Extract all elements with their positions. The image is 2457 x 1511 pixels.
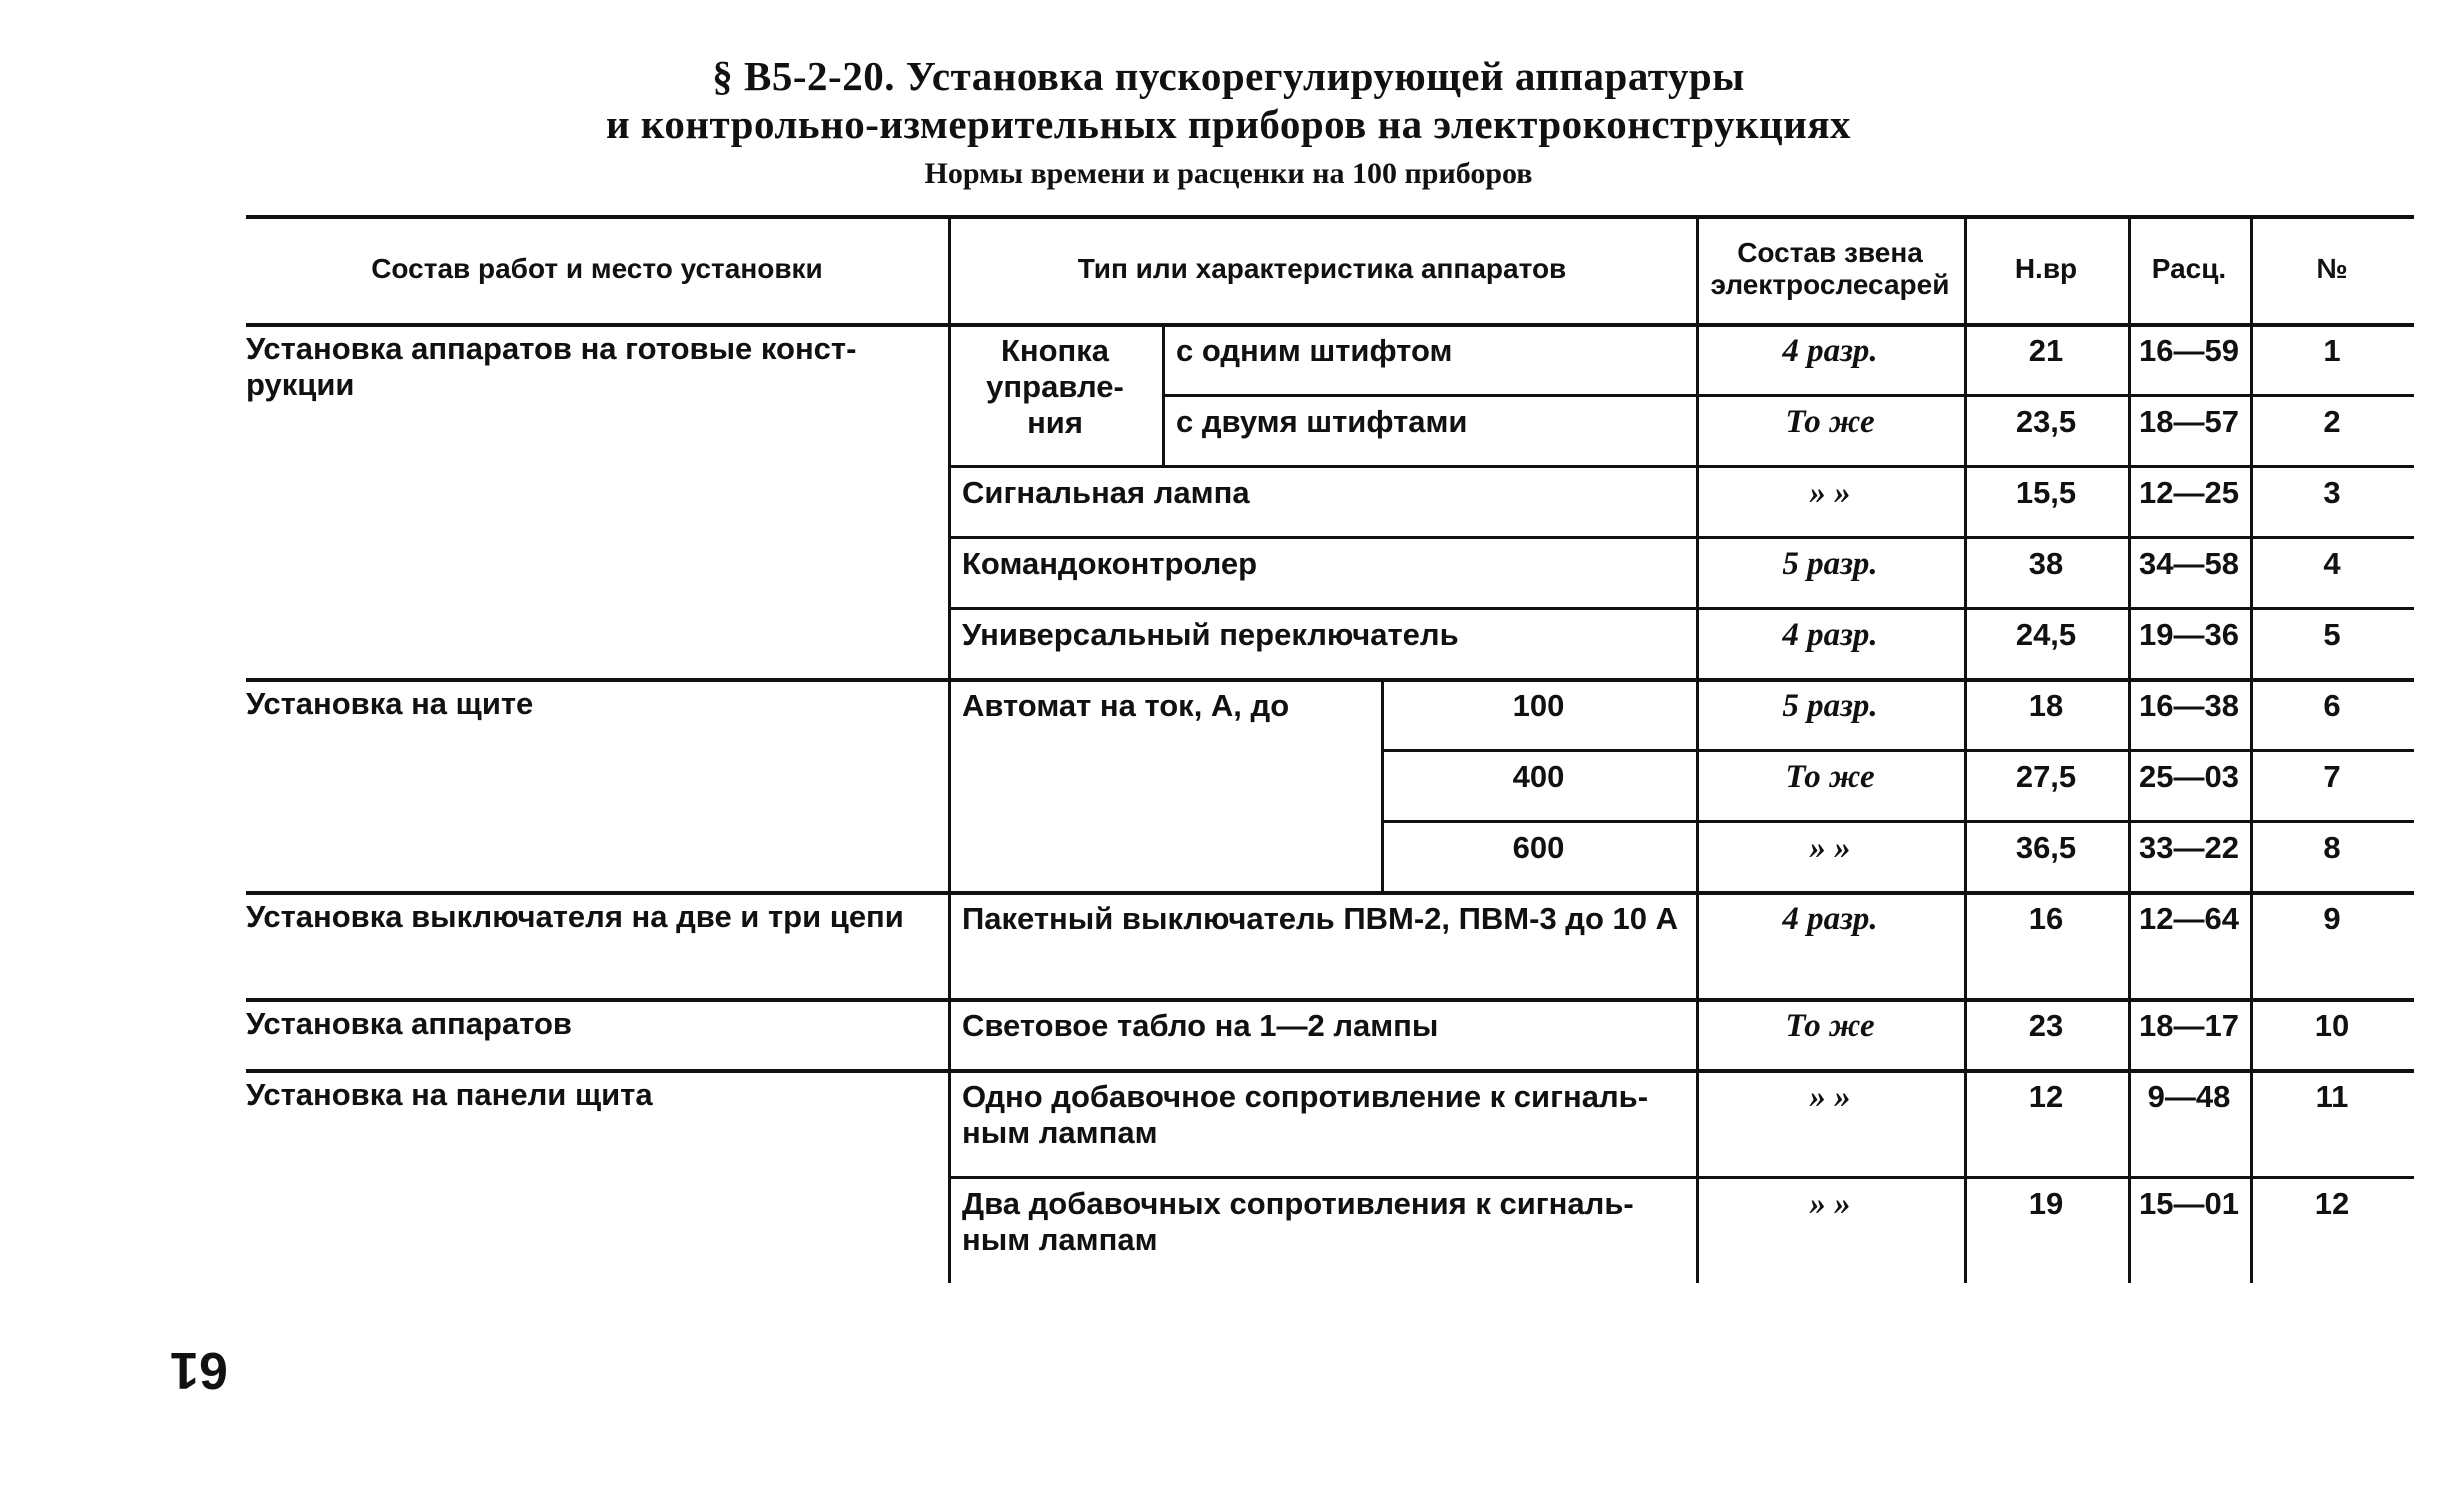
row-rule <box>1162 394 2414 397</box>
time-norm-cell: 19 <box>2028 1186 2064 1221</box>
row-number-cell: 10 <box>2314 1008 2350 1043</box>
rate-cell: 12—64 <box>2139 901 2239 936</box>
row-number-cell: 2 <box>2323 404 2341 439</box>
sub-group-button-label: Кнопка управле-ния <box>986 333 1124 440</box>
crew-cell: 5 разр. <box>1782 546 1878 582</box>
row-rule <box>948 465 2414 468</box>
row-rule <box>246 678 2414 682</box>
apparatus-type-cell: 600 <box>1512 830 1565 865</box>
apparatus-type-cell: Одно добавочное сопротивление к сигналь-ным лампам <box>962 1079 1649 1150</box>
crew-cell: » » <box>1809 475 1851 511</box>
column-header: Тип или характеристика аппаратов <box>1077 253 1567 284</box>
time-norm-cell: 24,5 <box>2015 617 2077 652</box>
row-number-cell: 3 <box>2323 475 2341 510</box>
row-number-cell: 9 <box>2323 901 2341 936</box>
row-number-cell: 5 <box>2323 617 2341 652</box>
row-rule <box>246 1069 2414 1073</box>
header-rule <box>246 323 2414 327</box>
time-norm-cell: 27,5 <box>2015 759 2077 794</box>
apparatus-type-cell: с одним штифтом <box>1176 333 1453 368</box>
rate-cell: 34—58 <box>2139 546 2239 581</box>
row-rule <box>1381 749 2414 752</box>
apparatus-type-cell: Световое табло на 1—2 лампы <box>962 1008 1439 1043</box>
time-norm-cell: 36,5 <box>2015 830 2077 865</box>
apparatus-type-cell: Два добавочных сопротивления к сигналь-ным лампам <box>962 1186 1634 1257</box>
row-number-cell: 1 <box>2323 333 2341 368</box>
norms-table <box>246 215 2414 1285</box>
column-header: № <box>2316 253 2348 284</box>
crew-cell: » » <box>1809 1079 1851 1115</box>
rate-cell: 25—03 <box>2139 759 2239 794</box>
col-rule <box>2128 215 2131 1283</box>
row-rule <box>246 998 2414 1002</box>
table-top-rule <box>246 215 2414 219</box>
apparatus-type-cell: 400 <box>1512 759 1565 794</box>
column-header: Расц. <box>2151 253 2227 284</box>
rate-cell: 16—38 <box>2139 688 2239 723</box>
rate-cell: 19—36 <box>2139 617 2239 652</box>
crew-cell: 4 разр. <box>1782 617 1878 653</box>
rate-cell: 18—17 <box>2139 1008 2239 1043</box>
col-rule <box>1964 215 1967 1283</box>
row-number-cell: 4 <box>2323 546 2341 581</box>
column-header: Состав звена электрослесарей <box>1710 237 1950 300</box>
work-group-label: Установка на панели щита <box>246 1077 653 1112</box>
rate-cell: 16—59 <box>2139 333 2239 368</box>
time-norm-cell: 23,5 <box>2015 404 2077 439</box>
time-norm-cell: 15,5 <box>2015 475 2077 510</box>
time-norm-cell: 16 <box>2028 901 2064 936</box>
crew-cell: 5 разр. <box>1782 688 1878 724</box>
section-subtitle: Нормы времени и расценки на 100 приборов <box>924 157 1533 190</box>
rate-cell: 12—25 <box>2139 475 2239 510</box>
rate-cell: 9—48 <box>2147 1079 2231 1114</box>
rate-cell: 15—01 <box>2139 1186 2239 1221</box>
row-rule <box>246 891 2414 895</box>
col-rule <box>2250 215 2253 1283</box>
apparatus-type-cell: 100 <box>1512 688 1565 723</box>
page-number: 61 <box>170 1341 228 1399</box>
row-rule <box>948 536 2414 539</box>
apparatus-type-cell: Универсальный переключатель <box>962 617 1459 652</box>
time-norm-cell: 38 <box>2028 546 2064 581</box>
col-rule <box>1696 215 1699 1283</box>
row-rule <box>948 1176 2414 1179</box>
crew-cell: То же <box>1785 759 1875 795</box>
col-rule <box>1381 678 1384 891</box>
apparatus-type-cell: Сигнальная лампа <box>962 475 1250 510</box>
work-group-label: Установка выключателя на две и три цепи <box>246 899 904 934</box>
row-number-cell: 6 <box>2323 688 2341 723</box>
time-norm-cell: 23 <box>2028 1008 2064 1043</box>
rate-cell: 33—22 <box>2139 830 2239 865</box>
crew-cell: 4 разр. <box>1782 333 1878 369</box>
sub-group-automat-label: Автомат на ток, А, до <box>962 688 1290 723</box>
rate-cell: 18—57 <box>2139 404 2239 439</box>
col-rule <box>948 215 951 1283</box>
work-group-label: Установка аппаратов <box>246 1006 572 1041</box>
row-number-cell: 12 <box>2314 1186 2350 1221</box>
row-rule <box>948 607 2414 610</box>
row-number-cell: 8 <box>2323 830 2341 865</box>
column-header: Состав работ и место установки <box>371 253 823 284</box>
apparatus-type-cell: с двумя штифтами <box>1176 404 1468 439</box>
col-rule <box>1162 323 1165 465</box>
section-title-line2: и контрольно-измерительных приборов на электроконструкциях <box>605 101 1852 147</box>
apparatus-type-cell: Пакетный выключатель ПВМ-2, ПВМ-3 до 10 А <box>962 901 1679 936</box>
row-rule <box>1381 820 2414 823</box>
crew-cell: То же <box>1785 1008 1875 1044</box>
time-norm-cell: 21 <box>2028 333 2064 368</box>
time-norm-cell: 18 <box>2028 688 2064 723</box>
row-number-cell: 7 <box>2323 759 2341 794</box>
crew-cell: » » <box>1809 1186 1851 1222</box>
work-group-label: Установка на щите <box>246 686 534 721</box>
crew-cell: 4 разр. <box>1782 901 1878 937</box>
time-norm-cell: 12 <box>2028 1079 2064 1114</box>
work-group-label: Установка аппаратов на готовые конст-рукции <box>246 331 857 402</box>
crew-cell: » » <box>1809 830 1851 866</box>
column-header: Н.вр <box>2014 253 2078 284</box>
section-title-line1: § В5-2-20. Установка пускорегулирующей аппаратуры <box>712 53 1745 99</box>
apparatus-type-cell: Командоконтролер <box>962 546 1258 581</box>
row-number-cell: 11 <box>2315 1079 2349 1114</box>
crew-cell: То же <box>1785 404 1875 440</box>
